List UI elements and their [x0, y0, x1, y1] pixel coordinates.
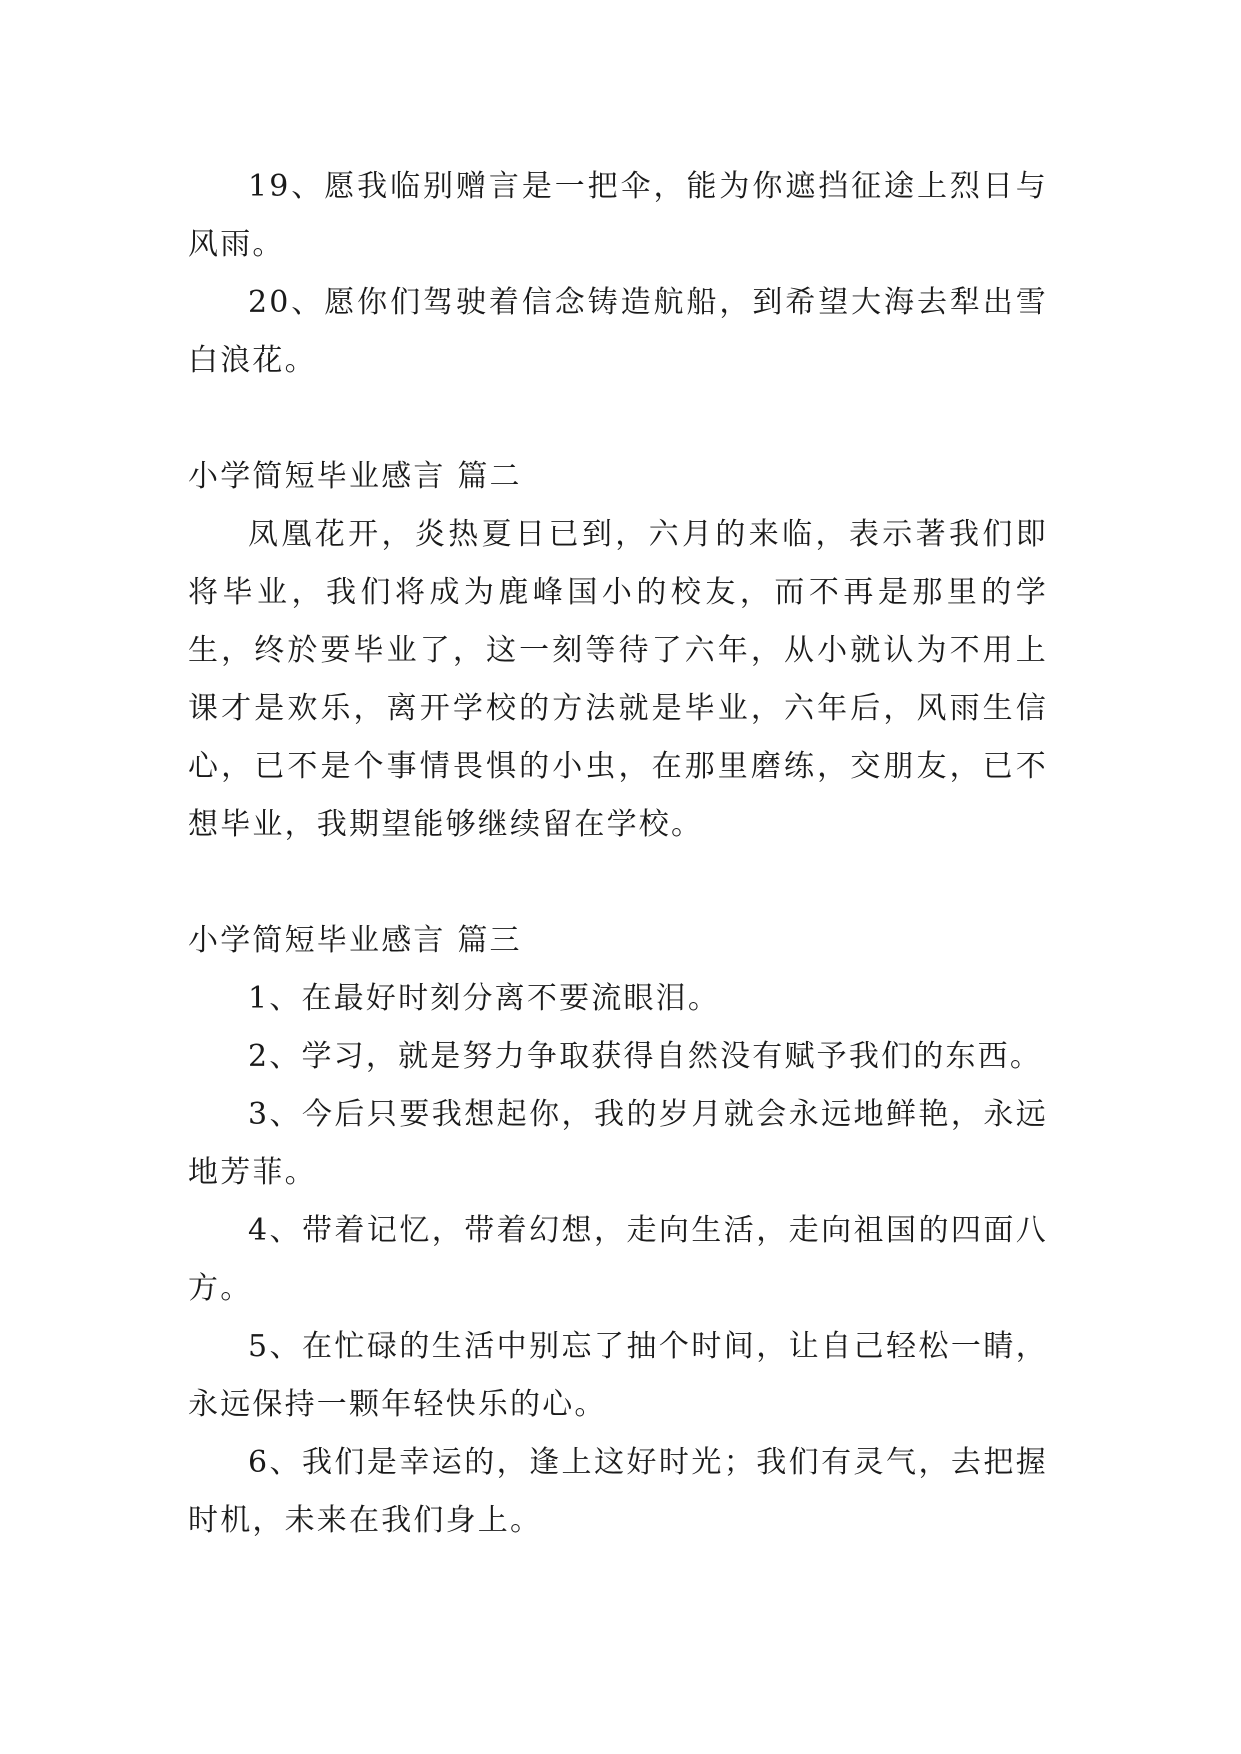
section-spacer [188, 390, 1048, 448]
list-item-3: 3、今后只要我想起你，我的岁月就会永远地鲜艳，永远地芳菲。 [188, 1097, 1048, 1190]
paragraph-item-19: 19、愿我临别赠言是一把伞，能为你遮挡征途上烈日与风雨。 [188, 169, 1048, 262]
list-item-4: 4、带着记忆，带着幻想，走向生活，走向祖国的四面八方。 [188, 1213, 1048, 1306]
section-heading-part-3: 小学简短毕业感言 篇三 [188, 923, 522, 958]
paragraph-item-20: 20、愿你们驾驶着信念铸造航船，到希望大海去犁出雪白浪花。 [188, 285, 1048, 378]
document-body [188, 158, 1048, 1550]
section-spacer [188, 854, 1048, 912]
list-item-6: 6、我们是幸运的，逢上这好时光；我们有灵气，去把握时机，未来在我们身上。 [188, 1445, 1048, 1538]
list-item-1: 1、在最好时刻分离不要流眼泪。 [248, 981, 721, 1016]
paragraph-body: 凤凰花开，炎热夏日已到，六月的来临，表示著我们即将毕业，我们将成为鹿峰国小的校友，而不再是那里的学生，终於要毕业了，这一刻等待了六年，从小就认为不用上课才是欢乐，离开学校的方法就是毕业，六年后，风雨生信心，已不是个事情畏惧的小虫，在那里磨练，交朋友，已不想毕业，我期望能够继续留在学校。 [188, 517, 1048, 842]
list-item-5: 5、在忙碌的生活中别忘了抽个时间，让自己轻松一睛，永远保持一颗年轻快乐的心。 [188, 1329, 1048, 1422]
section-heading-part-2: 小学简短毕业感言 篇二 [188, 459, 522, 494]
list-item-2: 2、学习，就是努力争取获得自然没有赋予我们的东西。 [248, 1039, 1043, 1074]
